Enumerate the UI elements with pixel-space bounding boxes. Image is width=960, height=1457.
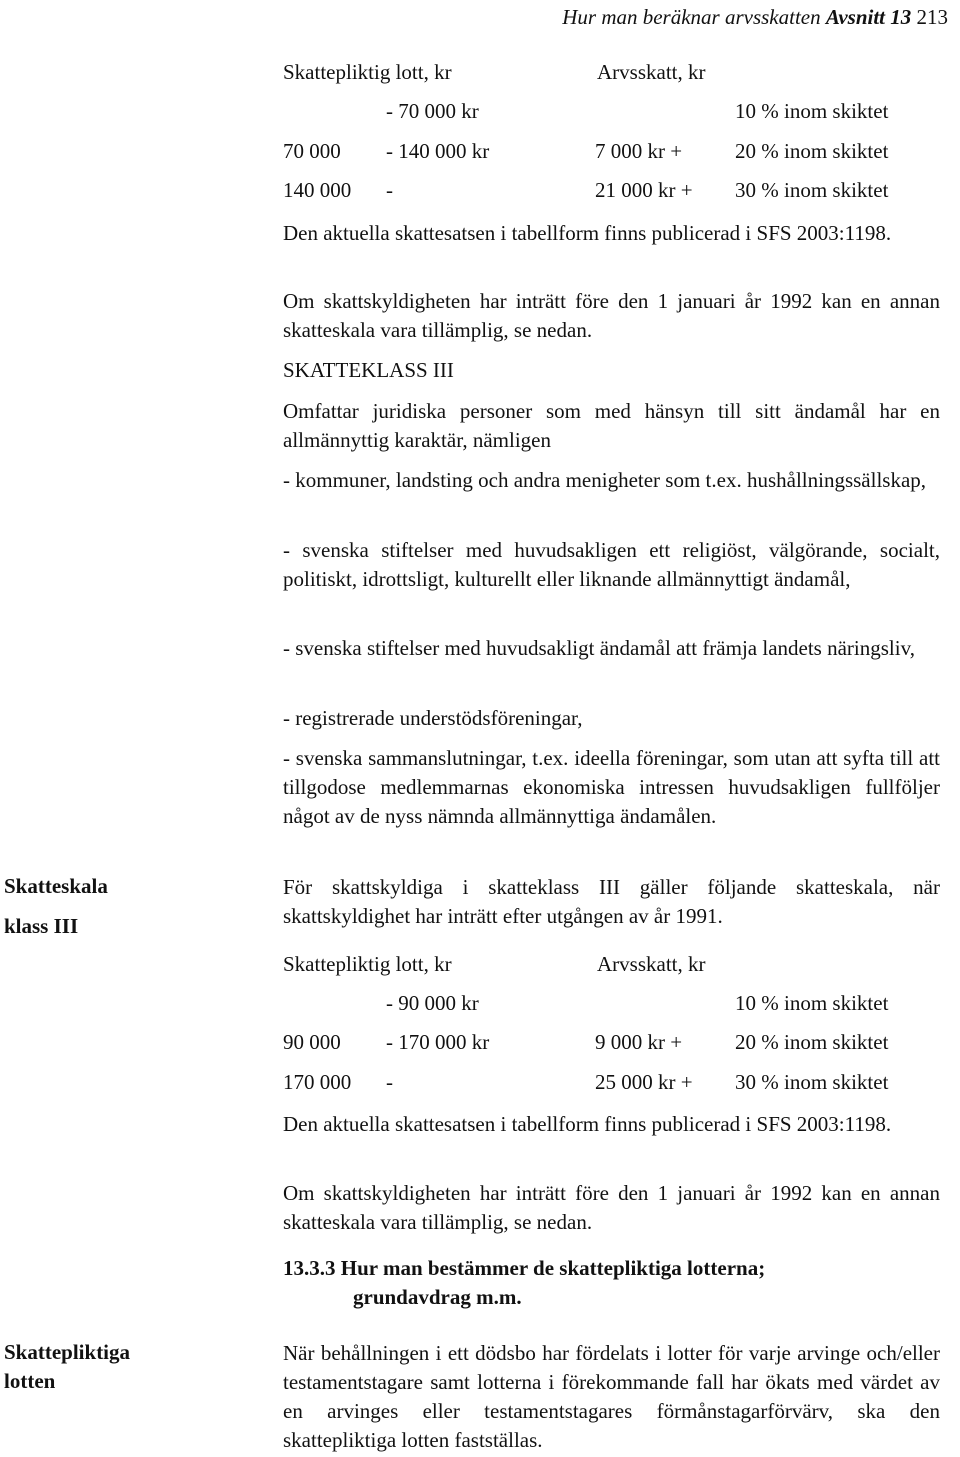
cell-rate: 10 % inom skiktet [735,991,889,1015]
list-item: - kommuner, landsting och andra menigheter som t.ex. hushållningssällskap, [283,468,927,492]
margin-label-line: Skattepliktiga [4,1340,131,1364]
paragraph: Den aktuella skattesatsen i tabellform finns publicerad i SFS 2003:1198. [283,1112,892,1136]
subheading: SKATTEKLASS III [283,358,454,382]
header-title: Hur man beräknar arvsskatten [562,5,821,29]
cell-from: 140 000 [283,178,352,202]
table-row [283,1030,940,1059]
cell-to: - [386,178,393,202]
cell-base: 7 000 kr + [595,139,683,163]
list-item: - svenska sammanslutningar, t.ex. ideella föreningar, som utan att syfta till att tillgodose medlemmarnas ekonomiska intressen huvudsakligen fullföljer något av de nyss nämnda allmännyttiga ändamålen. [283,746,940,828]
cell-rate: 20 % inom skiktet [735,1030,889,1054]
cell-base: 9 000 kr + [595,1030,683,1054]
paragraph: När behållningen i ett dödsbo har fördelats i lotter för varje arvinge och/eller testamentstagare samt lotterna i förekommande fall har ökats med värdet av en arvinges eller testamentstagares förmånstagarförvärv, ska den skattepliktiga lotten fastställas. [283,1341,940,1452]
cell-base: 25 000 kr + [595,1070,693,1094]
page-number: 213 [916,5,948,29]
cell-to: - 70 000 kr [386,99,479,123]
table-header [283,60,940,89]
cell-rate: 20 % inom skiktet [735,139,889,163]
margin-label-line: lotten [4,1369,56,1393]
cell-from: 70 000 [283,139,341,163]
section-title-line1: Hur man bestämmer de skattepliktiga lotterna; [340,1256,766,1280]
column-header-arvsskatt: Arvsskatt, kr [597,60,706,84]
page-header [562,4,948,30]
cell-rate: 10 % inom skiktet [735,99,889,123]
cell-to: - 140 000 kr [386,139,490,163]
section-heading [283,1254,765,1312]
cell-from: 90 000 [283,1030,341,1054]
paragraph: För skattskyldiga i skatteklass III gäller följande skatteskala, när skattskyldighet har inträtt efter utgången av år 1991. [283,875,940,928]
cell-rate: 30 % inom skiktet [735,1070,889,1094]
paragraph: Omfattar juridiska personer som med hänsyn till sitt ändamål har en allmännyttig karaktär, nämligen [283,399,940,452]
margin-label-skattepliktiga [4,1338,130,1396]
table-row [283,99,940,128]
table-row [283,991,940,1020]
column-header-arvsskatt: Arvsskatt, kr [597,952,706,976]
section-title-line2: grundavdrag m.m. [353,1285,522,1309]
table-header [283,952,940,981]
column-header-lott: Skattepliktig lott, kr [283,952,452,976]
list-item: - registrerade understödsföreningar, [283,706,583,730]
list-item: - svenska stiftelser med huvudsakligt ändamål att främja landets näringsliv, [283,636,915,660]
table-row [283,139,940,168]
cell-rate: 30 % inom skiktet [735,178,889,202]
list-item: - svenska stiftelser med huvudsakligen ett religiöst, välgörande, socialt, politiskt, idrottsligt, kulturellt eller liknande allmännyttigt ändamål, [283,538,940,591]
margin-label-skatteskala [4,866,108,946]
margin-label-line: Skatteskala [4,874,108,898]
cell-base: 21 000 kr + [595,178,693,202]
header-section: Avsnitt 13 [825,5,912,29]
section-number: 13.3.3 [283,1256,336,1280]
cell-to: - 170 000 kr [386,1030,490,1054]
cell-to: - 90 000 kr [386,991,479,1015]
cell-to: - [386,1070,393,1094]
paragraph: Den aktuella skattesatsen i tabellform finns publicerad i SFS 2003:1198. [283,221,892,245]
column-header-lott: Skattepliktig lott, kr [283,60,452,84]
paragraph: Om skattskyldigheten har inträtt före den 1 januari år 1992 kan en annan skatteskala vara tillämplig, se nedan. [283,1181,940,1234]
table-row [283,1070,940,1099]
cell-from: 170 000 [283,1070,352,1094]
paragraph: Om skattskyldigheten har inträtt före den 1 januari år 1992 kan en annan skatteskala vara tillämplig, se nedan. [283,289,940,342]
table-row [283,178,940,207]
margin-label-line: klass III [4,914,79,938]
